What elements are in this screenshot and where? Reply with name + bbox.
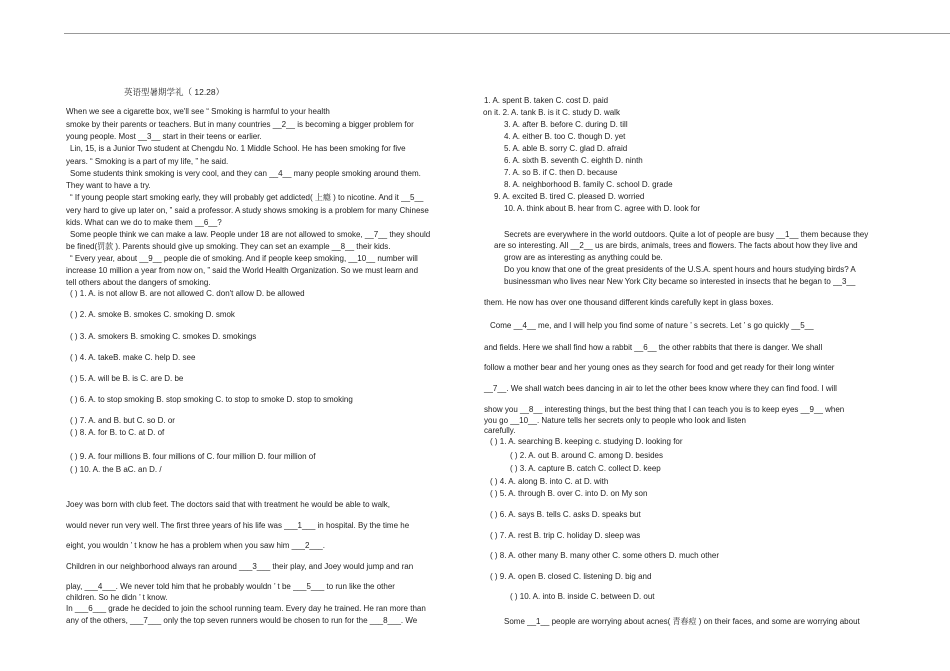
left-line-27: would never run very well. The first three years of his life was ___1___ in hospital. By the time he [66, 521, 410, 530]
right-line-19: follow a mother bear and her young ones as they search for food and get ready for their long winter [484, 363, 835, 372]
left-line-4: Lin, 15, is a Junior Two student at Chengdu No. 1 Middle School. He has been smoking for five [70, 144, 406, 153]
right-line-27: ( ) 4. A. along B. into C. at D. with [490, 477, 609, 486]
right-line-26: ( ) 3. A. capture B. catch C. collect D. keep [510, 464, 661, 473]
right-line-9: 9. A. excited B. tired C. pleased D. worried [494, 192, 645, 201]
left-line-24: ( ) 9. A. four millions B. four millions of C. four million D. four million of [70, 452, 316, 461]
left-line-22: ( ) 7. A. and B. but C. so D. or [70, 416, 175, 425]
left-line-2: smoke by their parents or teachers. But in many countries __2__ is becoming a bigger problem for [66, 120, 414, 129]
left-line-7: They want to have a try. [66, 181, 151, 190]
right-line-2: on it. 2. A. tank B. is it C. study D. walk [483, 108, 620, 117]
left-line-9: very hard to give up later on, ” said a professor. A study shows smoking is a problem for many Chinese [66, 206, 429, 215]
left-line-6: Some students think smoking is very cool, and they can __4__ many people smoking around them. [70, 169, 421, 178]
right-line-4: 4. A. either B. too C. though D. yet [504, 132, 626, 141]
right-line-18: and fields. Here we shall find how a rabbit __6__ the other rabbits that there is danger. We shall [484, 343, 823, 352]
left-line-32: In ___6___ grade he decided to join the school running team. Every day he trained. He ran more than [66, 604, 426, 613]
left-line-28: eight, you wouldn ’ t know he has a problem when you saw him ___2___. [66, 541, 325, 550]
left-line-18: ( ) 3. A. smokers B. smoking C. smokes D. smokings [70, 332, 257, 341]
right-line-5: 5. A. able B. sorry C. glad D. afraid [504, 144, 628, 153]
left-line-10: kids. What can we do to make them __6__? [66, 218, 222, 227]
right-line-29: ( ) 6. A. says B. tells C. asks D. speaks but [490, 510, 641, 519]
right-line-31: ( ) 8. A. other many B. many other C. some others D. much other [490, 551, 719, 560]
left-line-1: When we see a cigarette box, we'll see “ Smoking is harmful to your health [66, 107, 330, 116]
page-title: 英语型暑期学礼（ 12.28） [124, 87, 225, 97]
right-line-24: ( ) 1. A. searching B. keeping c. studying D. looking for [490, 437, 683, 446]
left-line-16: ( ) 1. A. is not allow B. are not allowed C. don't allow D. be allowed [70, 289, 305, 298]
left-line-26: Joey was born with club feet. The doctors said that with treatment he would be able to walk, [66, 500, 391, 509]
right-line-34: Some __1__ people are worrying about acnes( 青春痘 ) on their faces, and some are worrying about [504, 617, 860, 626]
right-line-15: businessman who lives near New York City became so interested in insects that he began to __3__ [504, 277, 856, 286]
right-line-13: grow are as interesting as anything could be. [504, 253, 663, 262]
right-line-20: __7__. We shall watch bees dancing in air to let the other bees know where they can find food. I will [484, 384, 837, 393]
left-line-30: play, ___4___. We never told him that he probably wouldn ’ t be ___5___ to run like the other [66, 582, 395, 591]
left-line-5: years. “ Smoking is a part of my life, ” he said. [66, 157, 229, 166]
right-line-28: ( ) 5. A. through B. over C. into D. on My son [490, 489, 648, 498]
right-line-21: show you __8__ interesting things, but the best thing that I can teach you is to keep eyes __9__ when [484, 405, 845, 414]
top-rule [64, 33, 950, 34]
right-line-22: you go __10__. Nature tells her secrets only to people who look and listen [484, 416, 746, 425]
right-line-16: them. He now has over one thousand different kinds carefully kept in glass boxes. [484, 298, 774, 307]
right-line-11: Secrets are everywhere in the world outdoors. Quite a lot of people are busy __1__ them because they [504, 230, 869, 239]
left-line-31: children. So he didn ’ t know. [66, 593, 168, 602]
left-line-20: ( ) 5. A. will be B. is C. are D. be [70, 374, 184, 383]
right-line-17: Come __4__ me, and I will help you find some of nature ’ s secrets. Let ’ s go quickly __5__ [490, 321, 814, 330]
left-line-29: Children in our neighborhood always ran around ___3___ their play, and Joey would jump and ran [66, 562, 414, 571]
right-line-33: ( ) 10. A. into B. inside C. between D. out [510, 592, 655, 601]
right-line-30: ( ) 7. A. rest B. trip C. holiday D. sleep was [490, 531, 641, 540]
left-line-3: young people. Most __3__ start in their teens or earlier. [66, 132, 262, 141]
left-line-12: be fined(罚款 ). Parents should give up smoking. They can set an example __8__ their kids. [66, 242, 391, 251]
right-line-6: 6. A. sixth B. seventh C. eighth D. ninth [504, 156, 643, 165]
left-line-11: Some people think we can make a law. People under 18 are not allowed to smoke, __7__ they should [70, 230, 431, 239]
left-line-8: “ If young people start smoking early, they will probably get addicted( 上瘾 ) to nicotine. And it __5__ [70, 193, 424, 202]
left-line-21: ( ) 6. A. to stop smoking B. stop smoking C. to stop to smoke D. stop to smoking [70, 395, 353, 404]
right-line-10: 10. A. think about B. hear from C. agree with D. look for [504, 204, 701, 213]
right-line-25: ( ) 2. A. out B. around C. among D. besides [510, 451, 663, 460]
right-line-23: carefully. [484, 426, 516, 435]
left-line-13: “ Every year, about __9__ people die of smoking. And if people keep smoking, __10__ number will [70, 254, 418, 263]
right-line-32: ( ) 9. A. open B. closed C. listening D. big and [490, 572, 652, 581]
right-line-3: 3. A. after B. before C. during D. till [504, 120, 628, 129]
left-line-19: ( ) 4. A. takeB. make C. help D. see [70, 353, 196, 362]
left-line-33: any of the others, ___7___ only the top seven runners would be chosen to run for the ___8___. We [66, 616, 418, 625]
left-line-15: tell others about the dangers of smoking. [66, 278, 211, 287]
right-line-12: are so interesting. All __2__ us are birds, animals, trees and flowers. The facts about how they live and [494, 241, 858, 250]
left-line-23: ( ) 8. A. for B. to C. at D. of [70, 428, 165, 437]
right-line-8: 8. A. neighborhood B. family C. school D. grade [504, 180, 673, 189]
right-line-7: 7. A. so B. if C. then D. because [504, 168, 618, 177]
left-line-17: ( ) 2. A. smoke B. smokes C. smoking D. smok [70, 310, 235, 319]
left-line-25: ( ) 10. A. the B aC. an D. / [70, 465, 162, 474]
right-line-1: 1. A. spent B. taken C. cost D. paid [484, 96, 609, 105]
right-line-14: Do you know that one of the great presidents of the U.S.A. spent hours and hours studying birds? A [504, 265, 856, 274]
left-line-14: increase 10 million a year from now on, ” said the World Health Organization. So we must learn and [66, 266, 419, 275]
